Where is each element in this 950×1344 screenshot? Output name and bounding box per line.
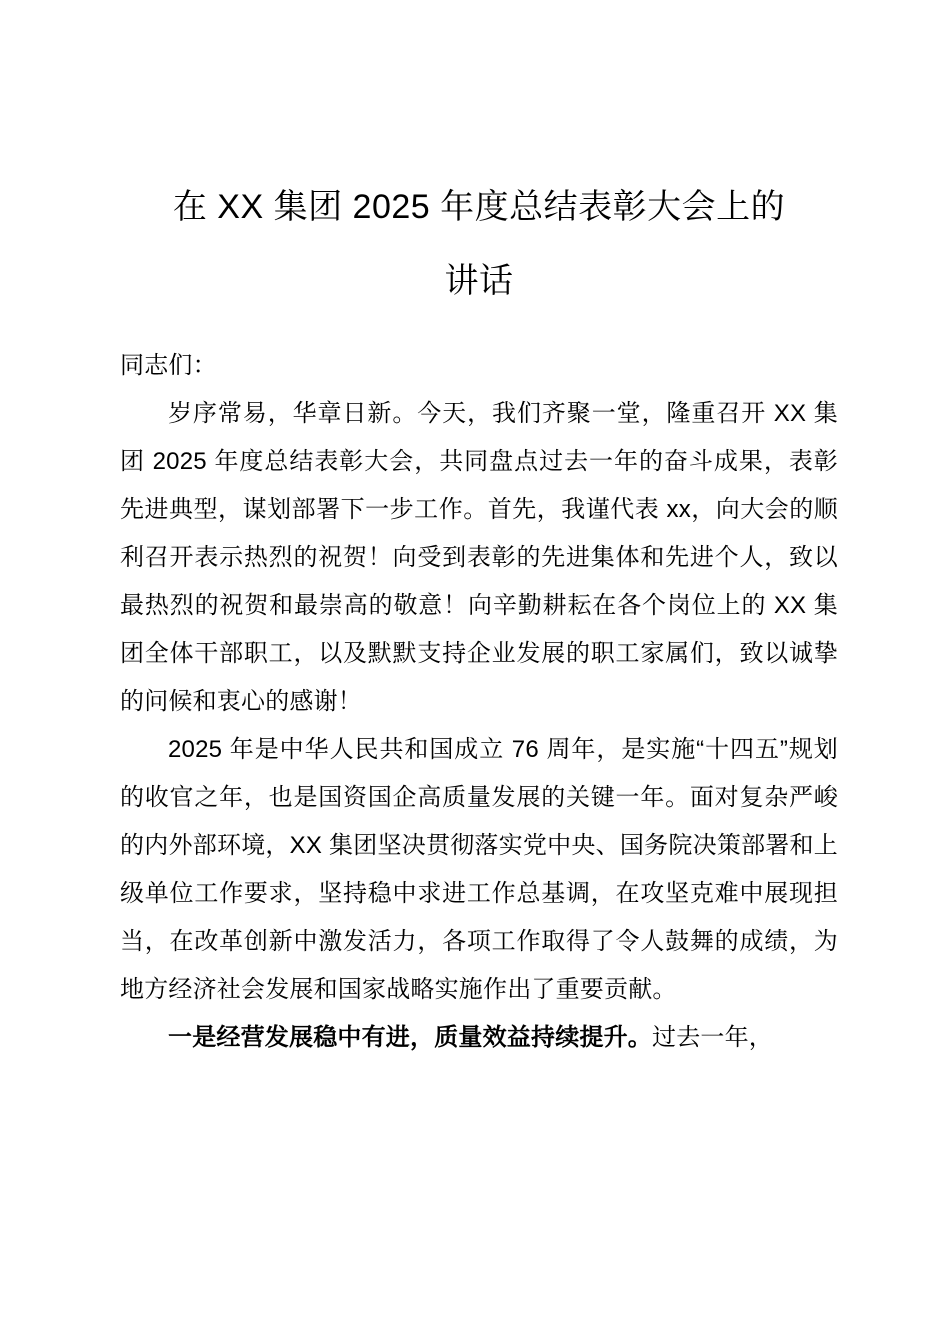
paragraph-1: 岁序常易，华章日新。今天，我们齐聚一堂，隆重召开 XX 集团 2025 年度总结表彰大会，共同盘点过去一年的奋斗成果，表彰先进典型，谋划部署下一步工作。首先，我谨代表 xx，向大会的顺利召开表示热烈的祝贺！向受到表彰的先进集体和先进个人，致以最热烈的祝贺和最崇高的敬意！向辛勤耕耘在各个岗位上的 XX 集团全体干部职工，以及默默支持企业发展的职工家属们，致以诚挚的问候和衷心的感谢！ [120,400,838,715]
salutation: 同志们： [120,352,217,379]
paragraph-3-bold-lead: 一是经营发展稳中有进，质量效益持续提升。 [168,1024,652,1051]
page-title-line-2: 讲话 [444,262,514,300]
page-title [120,0,838,318]
paragraph-2: 2025 年是中华人民共和国成立 76 周年，是实施“十四五”规划的收官之年，也是国资国企高质量发展的关键一年。面对复杂严峻的内外部环境，XX 集团坚决贯彻落实党中央、国务院决策部署和上级单位工作要求，坚持稳中求进工作总基调，在攻坚克难中展现担当，在改革创新中激发活力，各项工作取得了令人鼓舞的成绩，为地方经济社会发展和国家战略实施作出了重要贡献。 [120,736,838,1003]
page-title-line-1: 在 XX 集团 2025 年度总结表彰大会上的 [172,188,786,226]
paragraph-3 [120,1014,838,1062]
document-body [120,0,838,1062]
paragraph-3-text: 过去一年， [652,1024,773,1051]
